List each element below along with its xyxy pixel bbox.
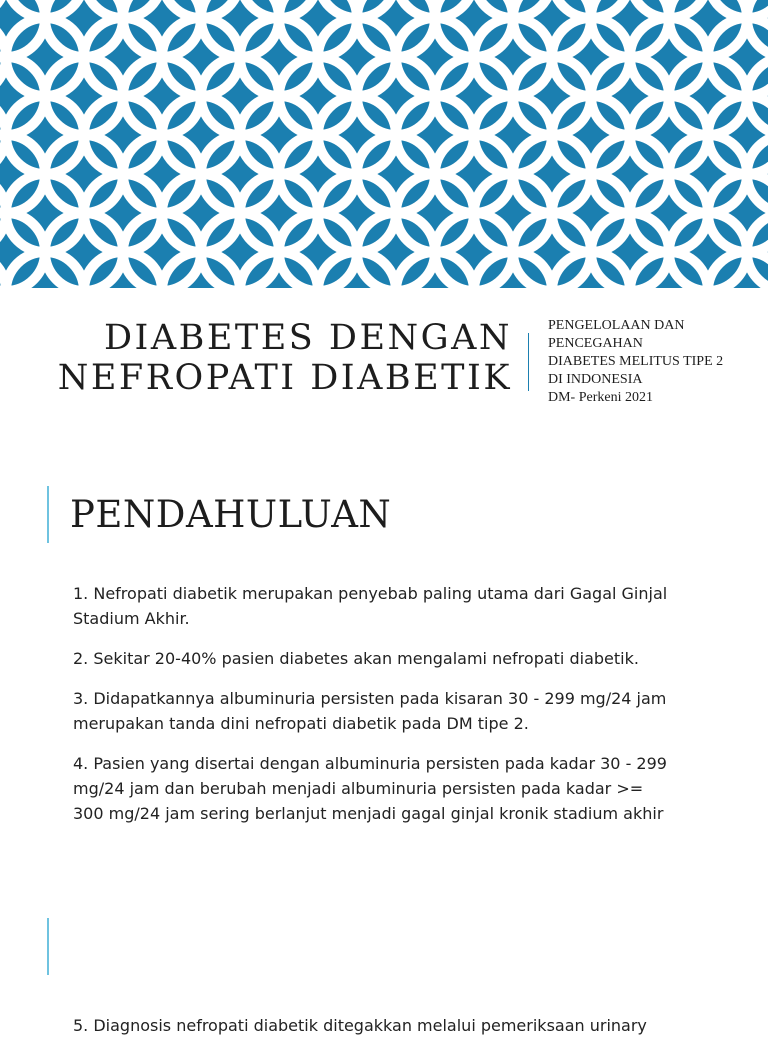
section-heading: PENDAHULUAN <box>70 493 392 536</box>
next-slide-accent-bar <box>47 918 49 975</box>
intro-point: 1. Nefropati diabetik merupakan penyebab paling utama dari Gagal Ginjal Stadium Akhir. <box>73 584 668 628</box>
slide-title-line-1: DIABETES DENGAN <box>103 318 512 358</box>
subtitle-line: PENCEGAHAN <box>548 336 643 351</box>
intro-point-list <box>73 581 673 841</box>
subtitle-line: DM- Perkeni 2021 <box>548 390 653 405</box>
subtitle-line: PENGELOLAAN DAN <box>548 318 685 333</box>
subtitle-line: DI INDONESIA <box>548 372 643 387</box>
intro-point: 4. Pasien yang disertai dengan albuminuria persisten pada kadar 30 - 299 mg/24 jam dan berubah menjadi albuminuria persisten pada kadar >= 300 mg/24 jam sering berlanjut menjadi gagal ginjal kronik stadium akhir <box>73 754 667 823</box>
slide-title-line-2: NEFROPATI DIABETIK <box>57 358 512 398</box>
subtitle-line: DIABETES MELITUS TIPE 2 <box>548 354 724 369</box>
decorative-pattern-banner <box>0 0 768 288</box>
intro-point: 2. Sekitar 20-40% pasien diabetes akan mengalami nefropati diabetik. <box>73 649 639 668</box>
interlocking-circles-pattern-icon <box>0 0 768 288</box>
slide-subtitle <box>548 317 723 407</box>
title-divider <box>528 333 529 391</box>
slide-title <box>58 318 512 398</box>
intro-point: 3. Didapatkannya albuminuria persisten pada kisaran 30 - 299 mg/24 jam merupakan tanda dini nefropati diabetik pada DM tipe 2. <box>73 689 667 733</box>
section-accent-bar <box>47 486 49 543</box>
next-slide-point: 5. Diagnosis nefropati diabetik ditegakkan melalui pemeriksaan urinary <box>73 1016 647 1035</box>
title-slide <box>0 288 768 436</box>
